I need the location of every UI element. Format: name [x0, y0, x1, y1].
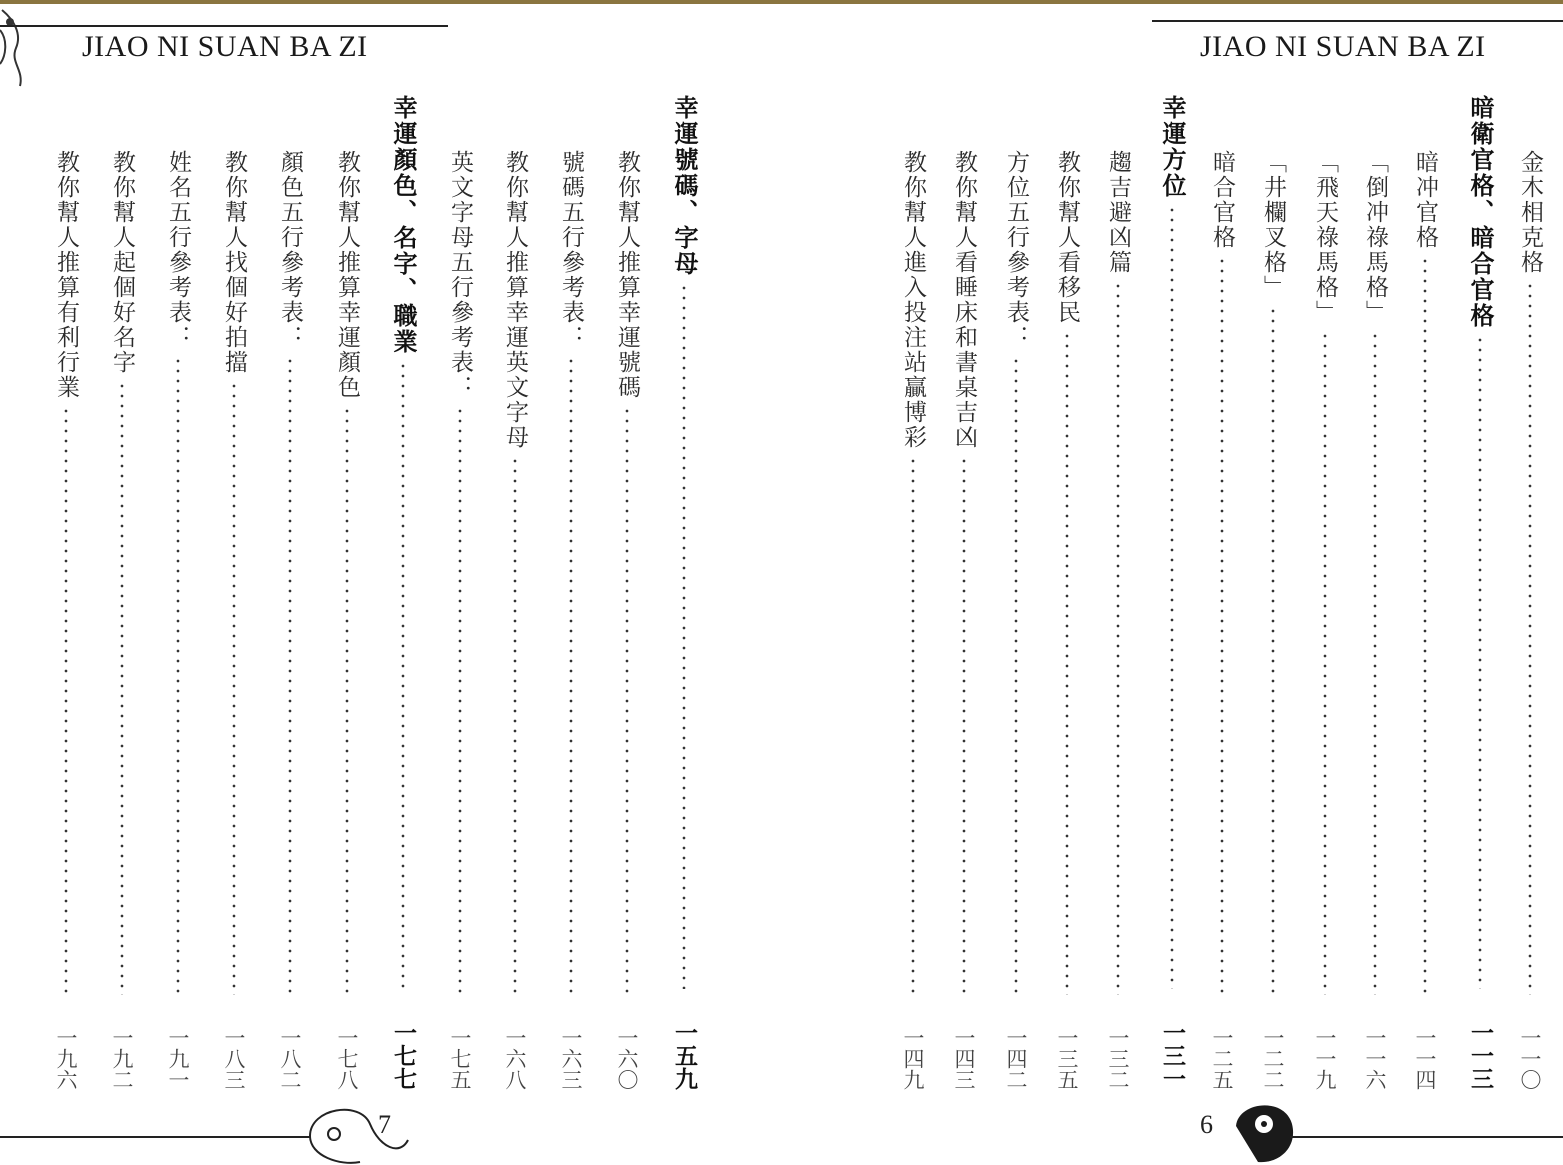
toc-entry-page: 一七五: [448, 1027, 472, 1090]
toc-entry: [1047, 95, 1087, 1090]
toc-entry-title: 暗衛官格、暗合官格: [1466, 95, 1494, 329]
toc-entry: [158, 95, 198, 1090]
toc-entry-title: 幸運顏色、名字、職業: [389, 95, 417, 355]
dragon-ornament-icon: [0, 0, 36, 100]
toc-entry-title: 教你幫人推算幸運顏色: [334, 150, 360, 400]
yin-yang-icon: [1228, 1096, 1298, 1165]
toc-entry: [551, 95, 591, 1090]
toc-entry: [1510, 95, 1550, 1090]
dot-leader: [458, 406, 462, 995]
toc-entry-title: 「飛天祿馬格」: [1312, 150, 1338, 325]
toc-entry-title: 教你幫人推算幸運英文字母: [502, 150, 528, 450]
toc-entry: [440, 95, 480, 1090]
toc-entry: [607, 95, 647, 1090]
toc-entry-page: 一二五: [1210, 1027, 1234, 1090]
toc-entry: [214, 95, 254, 1090]
toc-entry-title: 「井欄叉格」: [1260, 150, 1286, 300]
dot-leader: [1220, 256, 1224, 995]
toc-section-heading: [1152, 95, 1192, 1090]
toc-entry-title: 號碼五行參考表：: [558, 150, 584, 350]
toc-entry-title: 教你幫人找個好拍擋: [221, 150, 247, 375]
toc-entry-page: 一七七: [390, 1021, 416, 1090]
toc-entry-title: 方位五行參考表：: [1003, 150, 1029, 350]
toc-entry-page: 一九六: [54, 1027, 78, 1090]
toc-entry: [495, 95, 535, 1090]
dot-leader: [962, 456, 966, 995]
yin-yang-icon: [300, 1100, 410, 1165]
toc-entry-title: 趨吉避凶篇: [1105, 150, 1131, 275]
toc-entry: [327, 95, 367, 1090]
toc-entry: [1202, 95, 1242, 1090]
dot-leader: [1373, 331, 1377, 995]
toc-entry: [1355, 95, 1395, 1090]
dot-leader: [120, 381, 124, 995]
toc-entry-title: 教你幫人看睡床和書桌吉凶: [951, 150, 977, 450]
toc-entry-title: 幸運方位: [1158, 95, 1186, 199]
dot-leader: [513, 456, 517, 995]
dot-leader: [1271, 306, 1275, 995]
footer-rule-left: [0, 1136, 310, 1138]
toc-entry-page: 一八二: [278, 1027, 302, 1090]
dot-leader: [682, 283, 686, 989]
toc-entry-title: 暗合官格: [1209, 150, 1235, 250]
footer-rule-right: [1290, 1136, 1563, 1138]
dot-leader: [1528, 281, 1532, 995]
toc-entry-title: 「倒冲祿馬格」: [1362, 150, 1388, 325]
toc-entry: [102, 95, 142, 1090]
toc-entry-page: 一六八: [503, 1027, 527, 1090]
toc-entry: [270, 95, 310, 1090]
toc-entry-page: 一八三: [222, 1027, 246, 1090]
toc-entry-page: 一一〇: [1518, 1027, 1542, 1090]
toc-entry-page: 一三一: [1159, 1021, 1185, 1090]
toc-section-heading: [383, 95, 423, 1090]
header-rule-left: [0, 25, 448, 27]
toc-entry: [893, 95, 933, 1090]
toc-entry-page: 一六〇: [615, 1027, 639, 1090]
dot-leader: [64, 406, 68, 995]
dot-leader: [176, 356, 180, 995]
toc-entry-page: 一四二: [1004, 1027, 1028, 1090]
toc-entry: [1253, 95, 1293, 1090]
toc-entry: [46, 95, 86, 1090]
toc-entry-page: 一五九: [671, 1021, 697, 1090]
toc-entry-page: 一九一: [166, 1027, 190, 1090]
toc-entry-page: 一四三: [952, 1027, 976, 1090]
dot-leader: [288, 356, 292, 995]
dot-leader: [1423, 256, 1427, 995]
dot-leader: [911, 456, 915, 995]
toc-entry: [1405, 95, 1445, 1090]
dot-leader: [1170, 205, 1174, 989]
toc-entry: [996, 95, 1036, 1090]
toc-entry-title: 英文字母五行參考表：: [447, 150, 473, 400]
toc-entry-title: 幸運號碼、字母: [670, 95, 698, 277]
toc-entry-page: 一二二: [1261, 1027, 1285, 1090]
toc-entry-title: 教你幫人起個好名字: [109, 150, 135, 375]
toc-entry-title: 教你幫人推算有利行業: [53, 150, 79, 400]
toc-section-heading: [664, 95, 704, 1090]
toc-entry-page: 一一三: [1467, 1021, 1493, 1090]
toc-entry-page: 一四九: [901, 1027, 925, 1090]
toc-entry: [1305, 95, 1345, 1090]
toc-entry-page: 一一九: [1313, 1027, 1337, 1090]
dot-leader: [1014, 356, 1018, 995]
dot-leader: [1116, 281, 1120, 995]
header-rule-right: [1152, 20, 1563, 22]
header-title-left: JIAO NI SUAN BA ZI: [82, 30, 368, 63]
toc-entry-title: 教你幫人推算幸運號碼: [614, 150, 640, 400]
toc-entry-title: 教你幫人看移民: [1054, 150, 1080, 325]
page-number-left: 7: [378, 1110, 391, 1139]
dot-leader: [625, 406, 629, 995]
toc-entry-page: 一七八: [335, 1027, 359, 1090]
toc-entry-title: 教你幫人進入投注站贏博彩: [900, 150, 926, 450]
toc-entry: [1098, 95, 1138, 1090]
toc-entry-title: 顏色五行參考表：: [277, 150, 303, 350]
toc-entry-title: 暗冲官格: [1412, 150, 1438, 250]
page-number-right: 6: [1200, 1110, 1213, 1139]
toc-entry-page: 一三二: [1106, 1027, 1130, 1090]
toc-entry-page: 一六三: [559, 1027, 583, 1090]
toc-section-heading: [1460, 95, 1500, 1090]
dot-leader: [569, 356, 573, 995]
dot-leader: [232, 381, 236, 995]
toc-entry-title: 姓名五行參考表：: [165, 150, 191, 350]
toc-entry-page: 一一六: [1363, 1027, 1387, 1090]
dot-leader: [345, 406, 349, 995]
dot-leader: [1323, 331, 1327, 995]
toc-entry-title: 金木相克格: [1517, 150, 1543, 275]
header-title-right: JIAO NI SUAN BA ZI: [1200, 30, 1486, 63]
dot-leader: [1065, 331, 1069, 995]
dot-leader: [401, 361, 405, 989]
toc-entry: [944, 95, 984, 1090]
toc-entry-page: 一三五: [1055, 1027, 1079, 1090]
toc-entry-page: 一九二: [110, 1027, 134, 1090]
toc-entry-page: 一一四: [1413, 1027, 1437, 1090]
dot-leader: [1478, 335, 1482, 989]
scan-top-edge: [0, 0, 1563, 4]
